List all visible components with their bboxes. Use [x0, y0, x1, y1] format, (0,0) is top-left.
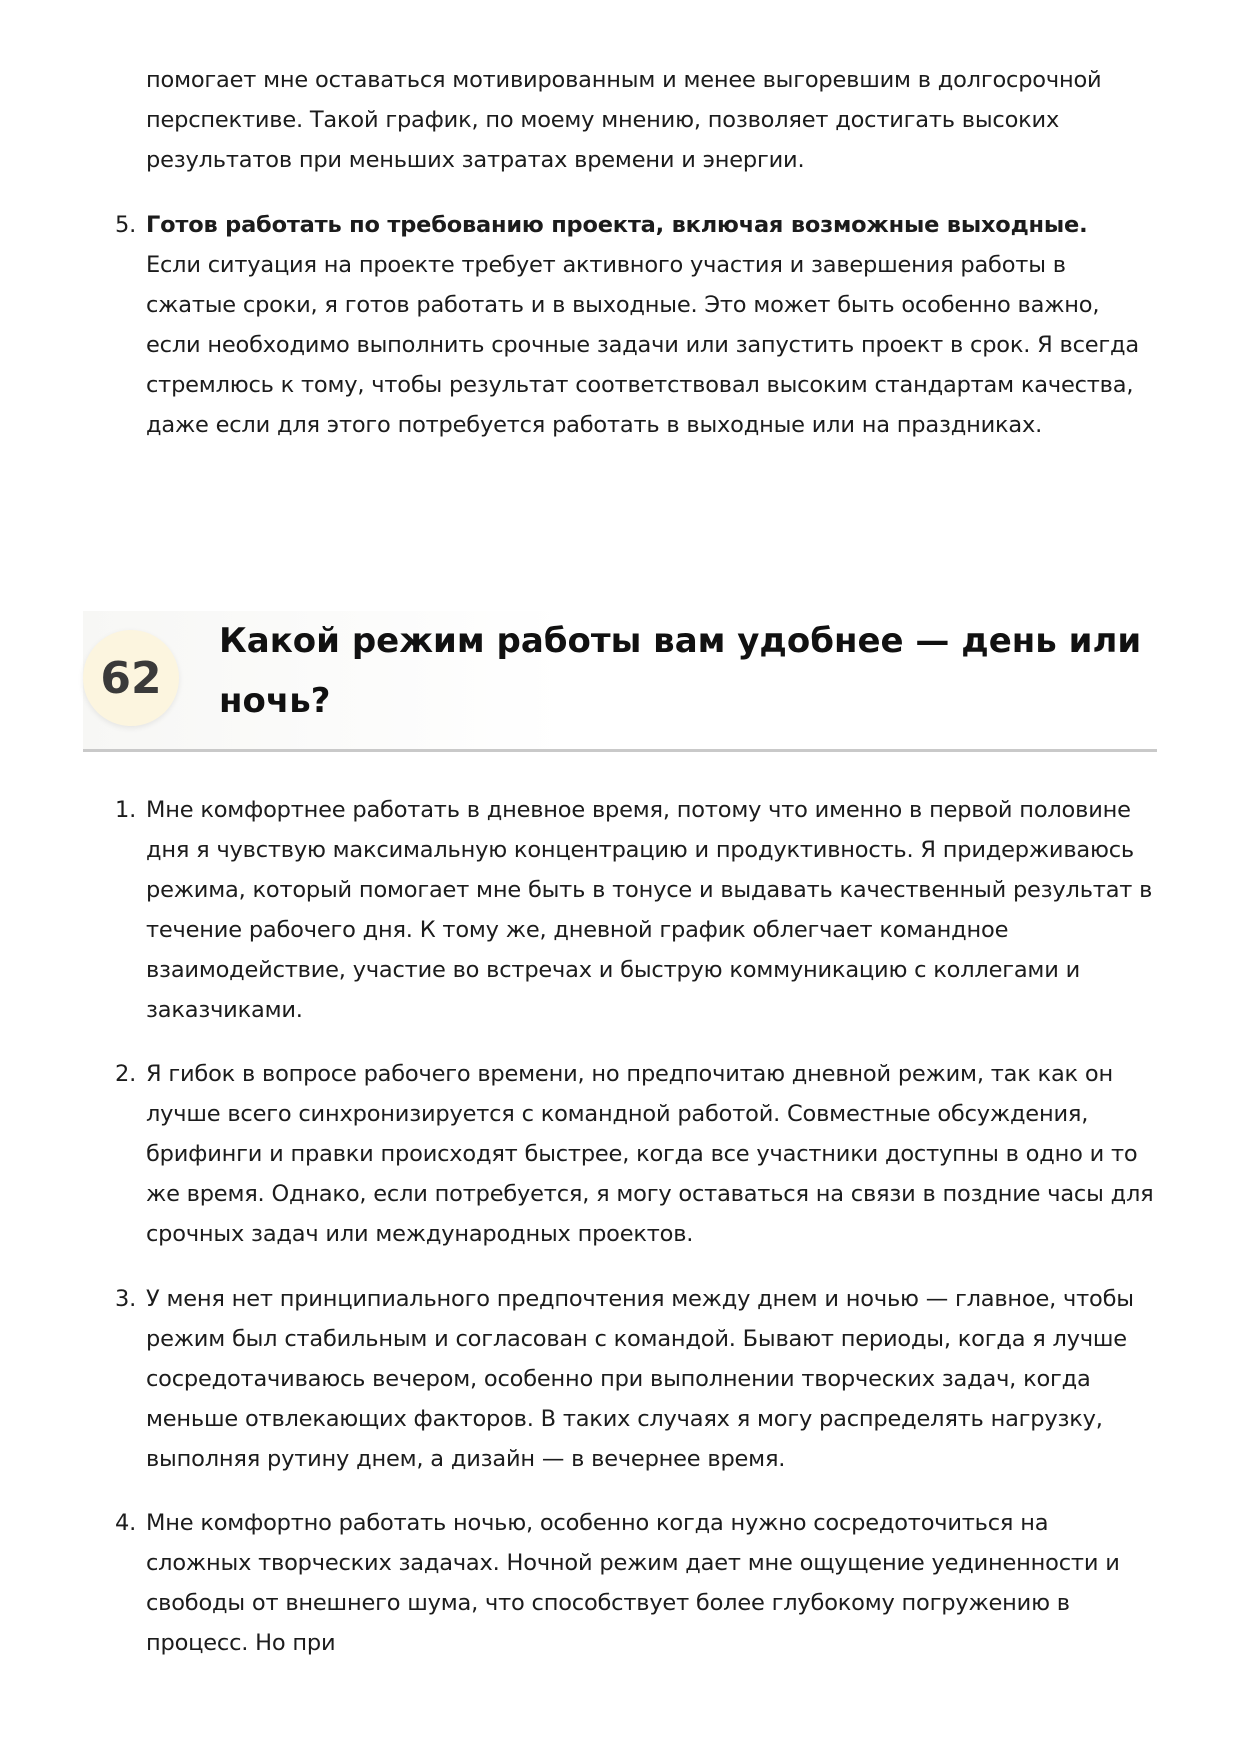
question-title: Какой режим работы вам удобнее — день или ночь?: [219, 621, 1142, 721]
list-item-number: 5.: [115, 212, 137, 238]
list-item: [115, 790, 1156, 1030]
list-item-number: 3.: [115, 1286, 137, 1312]
question-header: [83, 611, 1157, 752]
list-item-number: 4.: [115, 1510, 137, 1536]
list-item-number: 2.: [115, 1061, 137, 1087]
list-item: [115, 1503, 1156, 1663]
list-item-text: Если ситуация на проекте требует активного участия и завершения работы в сжатые сроки, я готов работать и в выходные. Это может быть особенно важно, если необходимо выполнить срочные задачи или запустить проект в срок. Я всегда стремлюсь к тому, чтобы результат соответствовал высоким стандартам качества, даже если для этого потребуется работать в выходные или на праздниках.: [146, 252, 1139, 438]
list-item: [115, 1054, 1156, 1254]
list-item: [115, 205, 1156, 445]
list-item-bold-lead: Готов работать по требованию проекта, включая возможные выходные.: [146, 212, 1088, 238]
list-item-text: У меня нет принципиального предпочтения между днем и ночью — главное, чтобы режим был стабильным и согласован с командой. Бывают периоды, когда я лучше сосредотачиваюсь вечером, особенно при выполнении творческих задач, когда меньше отвлекающих факторов. В таких случаях я могу распределять нагрузку, выполняя рутину днем, а дизайн — в вечернее время.: [146, 1286, 1134, 1472]
list-item-text: Я гибок в вопросе рабочего времени, но предпочитаю дневной режим, так как он лучше всего синхронизируется с командной работой. Совместные обсуждения, брифинги и правки происходят быстрее, когда все участники доступны в одно и то же время. Однако, если потребуется, я могу оставаться на связи в поздние часы для срочных задач или международных проектов.: [146, 1061, 1154, 1247]
list-item: [115, 1279, 1156, 1479]
question-number-badge: 62: [83, 630, 179, 726]
list-item-text: Мне комфортно работать ночью, особенно когда нужно сосредоточиться на сложных творческих задачах. Ночной режим дает мне ощущение уединенности и свободы от внешнего шума, что способствует более глубокому погружению в процесс. Но при: [146, 1510, 1120, 1656]
list-item-text: Мне комфортнее работать в дневное время, потому что именно в первой половине дня я чувствую максимальную концентрацию и продуктивность. Я придерживаюсь режима, который помогает мне быть в тонусе и выдавать качественный результат в течение рабочего дня. К тому же, дневной график облегчает командное взаимодействие, участие во встречах и быструю коммуникацию с коллегами и заказчиками.: [146, 797, 1153, 1023]
continuation-paragraph: помогает мне оставаться мотивированным и менее выгоревшим в долгосрочной перспективе. Такой график, по моему мнению, позволяет достигать высоких результатов при меньших затратах времени и энергии.: [146, 67, 1102, 173]
list-item-number: 1.: [115, 797, 137, 823]
